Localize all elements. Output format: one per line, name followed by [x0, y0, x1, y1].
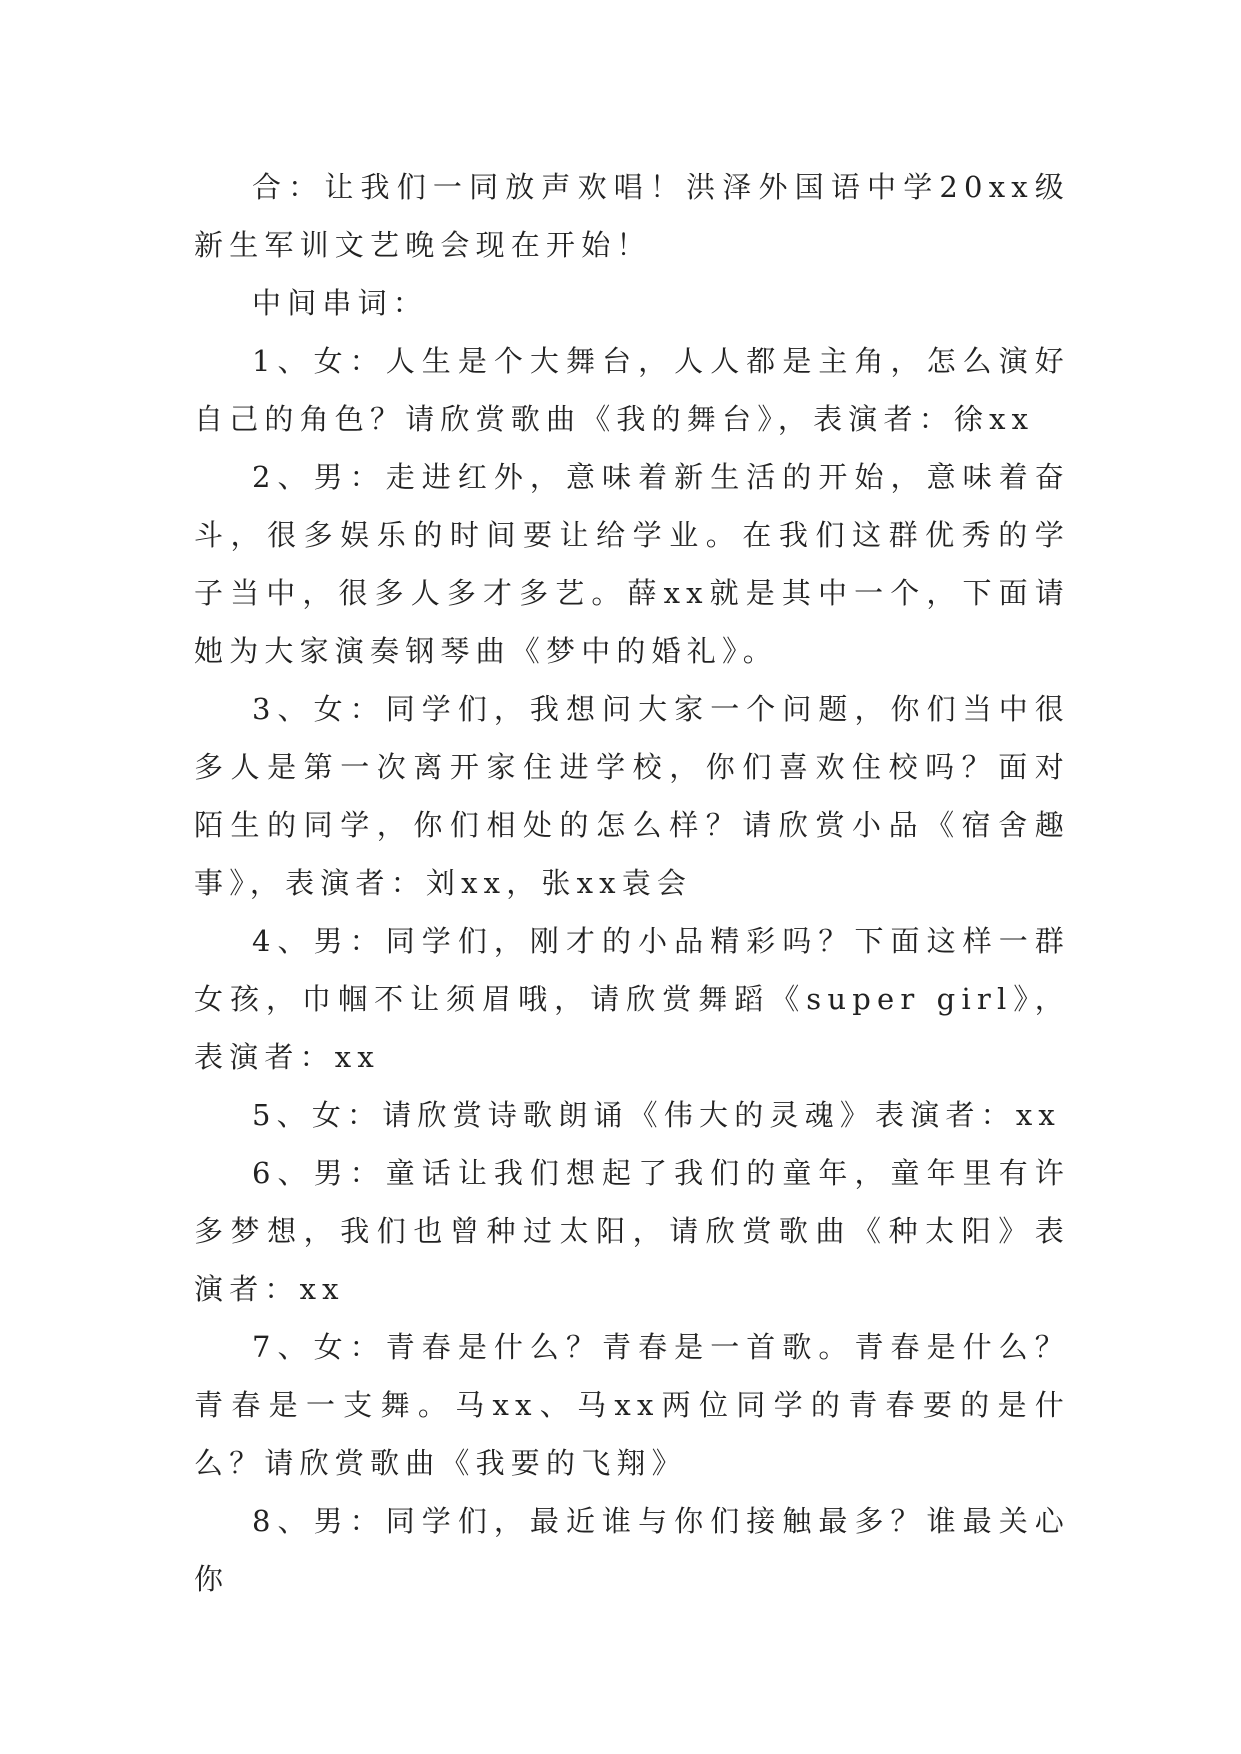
- document-body: [194, 158, 1070, 1608]
- paragraph-item-7: 7、女：青春是什么？青春是一首歌。青春是什么？青春是一支舞。马xx、马xx两位同学的青春要的是什么？请欣赏歌曲《我要的飞翔》: [194, 1330, 1070, 1480]
- paragraph-item-5: 5、女：请欣赏诗歌朗诵《伟大的灵魂》表演者：xx: [252, 1098, 1061, 1132]
- paragraph-section-heading: 中间串词：: [252, 286, 429, 320]
- paragraph-item-4: 4、男：同学们，刚才的小品精彩吗？下面这样一群女孩，巾帼不让须眉哦，请欣赏舞蹈《super girl》，表演者：xx: [194, 924, 1070, 1074]
- paragraph-item-8: 8、男：同学们，最近谁与你们接触最多？谁最关心你: [194, 1504, 1070, 1596]
- paragraph-item-3: 3、女：同学们，我想问大家一个问题，你们当中很多人是第一次离开家住进学校，你们喜欢住校吗？面对陌生的同学，你们相处的怎么样？请欣赏小品《宿舍趣事》，表演者：刘xx，张xx袁会: [194, 692, 1070, 900]
- paragraph-item-2: 2、男：走进红外，意味着新生活的开始，意味着奋斗，很多娱乐的时间要让给学业。在我们这群优秀的学子当中，很多人多才多艺。薛xx就是其中一个，下面请她为大家演奏钢琴曲《梦中的婚礼》。: [194, 460, 1070, 668]
- paragraph-item-1: 1、女：人生是个大舞台，人人都是主角，怎么演好自己的角色？请欣赏歌曲《我的舞台》，表演者：徐xx: [194, 344, 1070, 436]
- paragraph-item-6: 6、男：童话让我们想起了我们的童年，童年里有许多梦想，我们也曾种过太阳，请欣赏歌曲《种太阳》表演者：xx: [194, 1156, 1070, 1306]
- paragraph-opening: 合：让我们一同放声欢唱！洪泽外国语中学20xx级新生军训文艺晚会现在开始！: [194, 170, 1070, 262]
